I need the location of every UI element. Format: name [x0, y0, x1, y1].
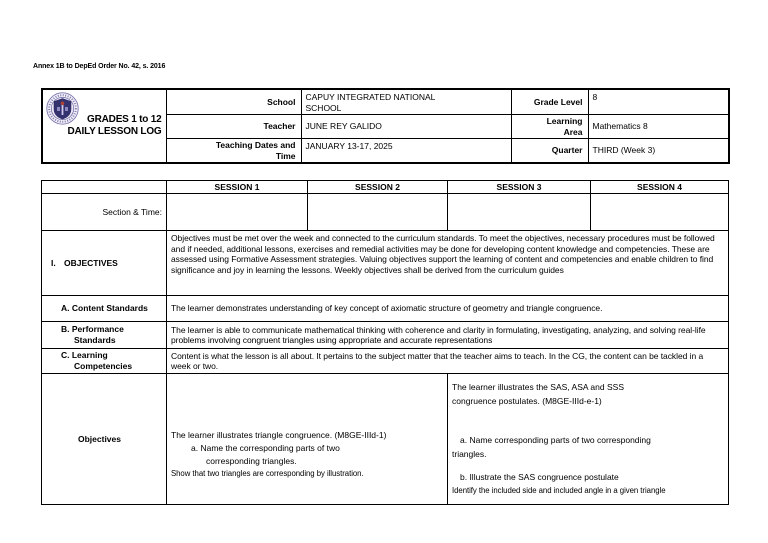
objectives-section-row [42, 231, 729, 296]
lesson-log-table [41, 180, 729, 505]
objectives-section-label-cell [42, 231, 167, 296]
section-time-cell-session-2 [308, 194, 448, 231]
learning-competencies-label: C. Learning Competencies [61, 350, 133, 371]
session-header-row [42, 181, 729, 194]
objectives-row-label-cell [42, 374, 167, 505]
school-value-text: CAPUY INTEGRATED NATIONAL SCHOOL [305, 92, 436, 113]
content-standards-row [42, 296, 729, 322]
section-time-label: Section & Time: [42, 194, 167, 231]
objectives-section-label [51, 258, 162, 269]
section-time-row [42, 194, 729, 231]
form-title-line2: DAILY LESSON LOG [67, 126, 162, 137]
performance-standards-row [42, 322, 729, 349]
objectives-s12-note: Show that two triangles are corresponding by illustration. [171, 469, 364, 478]
teacher-value: JUNE REY GALIDO [301, 115, 511, 139]
objectives-s12-item-a-text: Name the corresponding parts of two corresponding triangles. [200, 443, 340, 466]
objectives-note-cell: Objectives must be met over the week and connected to the curriculum standards. To meet the objectives, necessary procedures must be followed and if needed, additional lessons, exercises and remedial activities may be done for developing content knowledge and competencies. These are assessed using Formative Assessment strategies. Valuing objectives support the learning of content and competencies and enable children to find significance and joy in learning the lessons. Weekly objectives shall be derived from the curriculum guides [167, 231, 729, 296]
grade-level-value: 8 [588, 89, 729, 115]
objectives-session-1-2-cell [167, 374, 448, 505]
learning-competencies-label-cell [42, 349, 167, 374]
objectives-session-3-4-cell [448, 374, 729, 505]
objectives-s12-item-a [191, 442, 394, 468]
teacher-label: Teacher [166, 115, 301, 139]
section-time-cell-session-1 [167, 194, 308, 231]
learning-area-label-text: Learning Area [546, 116, 583, 137]
session-1-header: SESSION 1 [167, 181, 308, 194]
quarter-label: Quarter [511, 139, 588, 164]
performance-standards-label: B. Performance Standards [61, 324, 124, 345]
header-info-table [41, 88, 730, 164]
logo-title-cell [42, 89, 166, 163]
school-label: School [166, 89, 301, 115]
objectives-numeral: I. [51, 257, 56, 268]
deped-seal-logo [46, 92, 79, 125]
learning-area-label [511, 115, 588, 139]
header-row-school [42, 89, 729, 115]
grade-level-label: Grade Level [511, 89, 588, 115]
objectives-s12-item-a-marker: a. [191, 443, 199, 453]
objectives-detail-row [42, 374, 729, 505]
performance-standards-label-cell [42, 322, 167, 349]
learning-competencies-text-cell: Content is what the lesson is all about. It pertains to the subject matter that the teacher aims to teach. In the CG, the content can be tackled in a week or two. [167, 349, 729, 374]
teaching-dates-label [166, 139, 301, 164]
learning-competencies-row [42, 349, 729, 374]
section-time-cell-session-4 [591, 194, 729, 231]
content-standards-text-cell: The learner demonstrates understanding of key concept of axiomatic structure of geometry and triangle congruence. [167, 296, 729, 322]
objectives-s12-intro: The learner illustrates triangle congruence. (M8GE-IIId-1) [171, 430, 387, 440]
session-header-empty-cell [42, 181, 167, 194]
quarter-value: THIRD (Week 3) [588, 139, 729, 164]
performance-standards-text-cell: The learner is able to communicate mathematical thinking with coherence and clarity in formulating, investigating, analyzing, and solving real-life problems involving congruent triangles using appropriate and accurate representations [167, 322, 729, 349]
learning-area-value: Mathematics 8 [588, 115, 729, 139]
objectives-s34-note: Identify the included side and included angle in a given triangle [452, 485, 666, 495]
objectives-row-label: Objectives [78, 433, 121, 444]
objectives-s34-item-b: b. Illustrate the SAS congruence postulate [460, 472, 619, 483]
school-value [301, 89, 511, 115]
objectives-s34-item-a: a. Name corresponding parts of two corresponding triangles. [452, 435, 651, 459]
form-title-line1: GRADES 1 to 12 [87, 114, 162, 125]
session-4-header: SESSION 4 [591, 181, 729, 194]
section-time-cell-session-3 [448, 194, 591, 231]
session-3-header: SESSION 3 [448, 181, 591, 194]
session-2-header: SESSION 2 [308, 181, 448, 194]
objectives-heading: OBJECTIVES [64, 257, 118, 268]
teaching-dates-label-text: Teaching Dates and Time [215, 140, 296, 161]
teaching-dates-value: JANUARY 13-17, 2025 [301, 139, 511, 164]
content-standards-label: A. Content Standards [61, 303, 148, 313]
objectives-s34-intro: The learner illustrates the SAS, ASA and SSS congruence postulates. (M8GE-IIId-e-1) [452, 382, 624, 406]
content-standards-label-cell [42, 296, 167, 322]
annex-note: Annex 1B to DepEd Order No. 42, s. 2016 [33, 63, 166, 70]
